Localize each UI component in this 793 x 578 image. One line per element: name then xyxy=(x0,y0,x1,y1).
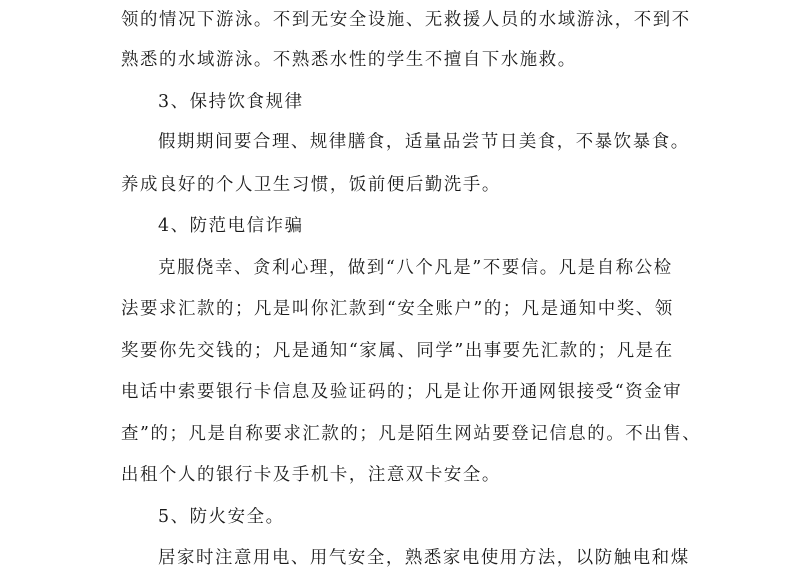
paragraph-line: 出租个人的银行卡及手机卡，注意双卡安全。 xyxy=(121,465,501,485)
paragraph-line: 领的情况下游泳。不到无安全设施、无救援人员的水域游泳，不到不 xyxy=(121,10,691,30)
paragraph-line: 奖要你先交钱的；凡是通知“家属、同学”出事要先汇款的；凡是在 xyxy=(121,341,674,361)
paragraph-line: 法要求汇款的；凡是叫你汇款到“安全账户”的；凡是通知中奖、领 xyxy=(121,299,674,319)
paragraph-line: 克服侥幸、贪利心理，做到“八个凡是”不要信。凡是自称公检 xyxy=(158,258,673,278)
paragraph-line: 居家时注意用电、用气安全，熟悉家电使用方法，以防触电和煤 xyxy=(158,548,690,568)
section-heading: 4、防范电信诈骗 xyxy=(158,216,304,236)
paragraph-line: 查”的；凡是自称要求汇款的；凡是陌生网站要登记信息的。不出售、 xyxy=(121,424,702,444)
paragraph-line: 养成良好的个人卫生习惯，饭前便后勤洗手。 xyxy=(121,175,501,195)
paragraph-line: 电话中索要银行卡信息及验证码的；凡是让你开通网银接受“资金审 xyxy=(121,382,683,402)
section-heading: 5、防火安全。 xyxy=(158,507,285,527)
section-heading: 3、保持饮食规律 xyxy=(158,92,304,112)
paragraph-line: 熟悉的水域游泳。不熟悉水性的学生不擅自下水施救。 xyxy=(121,50,577,70)
paragraph-line: 假期期间要合理、规律膳食，适量品尝节日美食，不暴饮暴食。 xyxy=(158,132,690,152)
